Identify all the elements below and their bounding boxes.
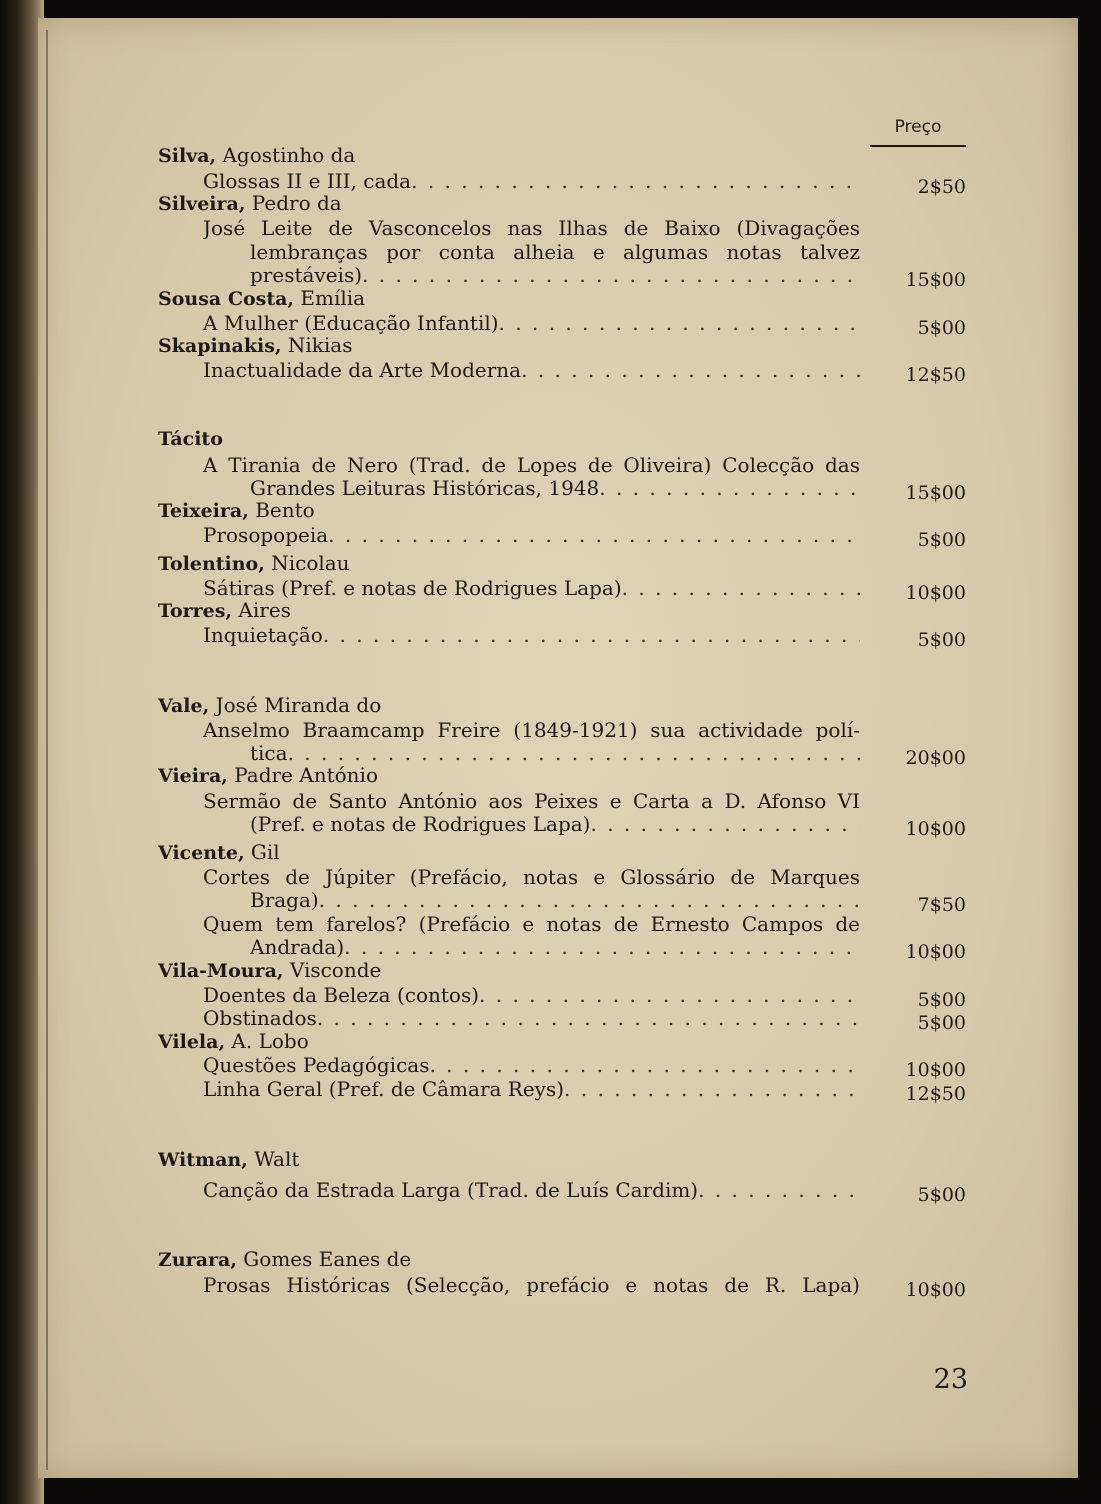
catalog-author <box>158 763 858 787</box>
catalog-author <box>158 1029 858 1053</box>
title-text: Andrada) <box>250 935 345 959</box>
author-surname: Skapinakis, <box>158 335 282 357</box>
price-value: 12$50 <box>905 364 966 386</box>
dot-leader <box>698 1178 860 1202</box>
price-value: 20$00 <box>905 747 966 769</box>
page-number: 23 <box>933 1364 968 1395</box>
author-surname: Teixeira, <box>158 500 249 522</box>
price-value: 10$00 <box>905 582 966 604</box>
catalog-title-continuation <box>250 263 860 287</box>
author-surname: Torres, <box>158 600 233 622</box>
catalog-title <box>203 623 860 647</box>
title-text: Grandes Leituras Históricas, 1948 <box>250 476 600 500</box>
dot-leader <box>288 741 860 765</box>
author-given-name: Bento <box>248 498 315 522</box>
price-value: 10$00 <box>905 818 966 840</box>
author-surname: Vilela, <box>158 1031 226 1053</box>
price-value: 10$00 <box>905 1059 966 1081</box>
author-surname: Sousa Costa, <box>158 288 295 310</box>
catalog-author <box>158 1247 858 1271</box>
dot-leader <box>328 523 860 547</box>
title-text: Inactualidade da Arte Moderna <box>203 358 522 382</box>
dot-leader <box>411 169 860 193</box>
catalog-title-continuation: lembranças por conta alheia e algumas notas talvez <box>250 240 860 264</box>
author-given-name: Pedro da <box>245 191 342 215</box>
catalog-title <box>203 358 860 382</box>
catalog-title <box>203 983 860 1007</box>
price-value: 10$00 <box>905 941 966 963</box>
dot-leader <box>323 623 860 647</box>
catalog-author <box>158 333 858 357</box>
dot-leader <box>599 476 860 500</box>
catalog-author <box>158 286 858 310</box>
author-surname: Tácito <box>158 428 223 450</box>
catalog-title <box>203 1077 860 1101</box>
author-given-name: José Miranda do <box>209 693 382 717</box>
title-text: tica <box>250 741 288 765</box>
price-value: 15$00 <box>905 482 966 504</box>
price-value: 5$00 <box>917 629 966 651</box>
title-text: Inquietação <box>203 623 323 647</box>
catalog-title-continuation <box>250 935 860 959</box>
price-value: 15$00 <box>905 269 966 291</box>
dot-leader <box>499 311 860 335</box>
author-surname: Vicente, <box>158 842 245 864</box>
catalog-author <box>158 693 858 717</box>
price-value: 10$00 <box>905 1279 966 1301</box>
catalog-title-continuation <box>250 741 860 765</box>
dot-leader <box>564 1077 860 1101</box>
catalog-title <box>203 523 860 547</box>
title-text: A Mulher (Educação Infantil) <box>203 311 499 335</box>
title-text: (Pref. e notas de Rodrigues Lapa) <box>250 812 591 836</box>
dot-leader <box>591 812 861 836</box>
catalog-title <box>203 169 860 193</box>
author-given-name: Walt <box>247 1147 300 1171</box>
author-surname: Vila-Moura, <box>158 960 284 982</box>
author-surname: Vale, <box>158 695 210 717</box>
title-text: Braga) <box>250 888 319 912</box>
catalog-author <box>158 498 858 522</box>
catalog-author <box>158 840 858 864</box>
catalog-title <box>203 576 860 600</box>
price-value: 5$00 <box>917 1012 966 1034</box>
title-text: Sátiras (Pref. e notas de Rodrigues Lapa) <box>203 576 622 600</box>
catalog-title: José Leite de Vasconcelos nas Ilhas de Baixo (Divagações <box>203 216 860 240</box>
catalog-title: Cortes de Júpiter (Prefácio, notas e Glossário de Marques <box>203 865 860 889</box>
price-value: 5$00 <box>917 989 966 1011</box>
title-text: Glossas II e III, cada <box>203 169 412 193</box>
catalog-author <box>158 191 858 215</box>
price-value: 5$00 <box>917 1184 966 1206</box>
title-text: Obstinados <box>203 1006 317 1030</box>
catalog-title-continuation <box>250 888 860 912</box>
catalog-title <box>203 1053 860 1077</box>
price-value: 7$50 <box>917 894 966 916</box>
catalog-author <box>158 1147 858 1171</box>
title-text: Canção da Estrada Larga (Trad. de Luís Cardim) <box>203 1178 699 1202</box>
price-column-header: Preço <box>894 117 942 137</box>
author-surname: Zurara, <box>158 1249 237 1271</box>
catalog-title: A Tirania de Nero (Trad. de Lopes de Oliveira) Colecção das <box>203 453 860 477</box>
dot-leader <box>429 1053 860 1077</box>
author-given-name: Gomes Eanes de <box>236 1247 412 1271</box>
author-given-name: Agostinho da <box>216 143 356 167</box>
dot-leader <box>362 263 860 287</box>
author-surname: Witman, <box>158 1149 248 1171</box>
catalog-title-continuation <box>250 812 860 836</box>
catalog-author <box>158 143 858 167</box>
catalog-author <box>158 598 858 622</box>
title-text: prestáveis) <box>250 263 363 287</box>
catalog-author <box>158 426 858 450</box>
author-given-name: Nikias <box>281 333 353 357</box>
catalog-title <box>203 311 860 335</box>
title-text: Linha Geral (Pref. de Câmara Reys) <box>203 1077 565 1101</box>
price-value: 2$50 <box>917 176 966 198</box>
dot-leader <box>521 358 860 382</box>
dot-leader <box>319 888 860 912</box>
catalog-author <box>158 551 858 575</box>
author-given-name: Gil <box>244 840 280 864</box>
catalog-title: Quem tem farelos? (Prefácio e notas de Ernesto Campos de <box>203 912 860 936</box>
title-text: Questões Pedagógicas <box>203 1053 430 1077</box>
author-surname: Silveira, <box>158 193 246 215</box>
dot-leader <box>344 935 860 959</box>
catalog-title: Prosas Históricas (Selecção, prefácio e notas de R. Lapa) <box>203 1273 860 1297</box>
catalog-title: Sermão de Santo António aos Peixes e Carta a D. Afonso VI <box>203 789 860 813</box>
price-value: 5$00 <box>917 529 966 551</box>
author-given-name: Visconde <box>283 958 382 982</box>
author-surname: Vieira, <box>158 765 228 787</box>
author-given-name: Nicolau <box>264 551 350 575</box>
dot-leader <box>479 983 860 1007</box>
author-given-name: Emília <box>294 286 366 310</box>
catalog-title <box>203 1006 860 1030</box>
catalog-title <box>203 1178 860 1202</box>
title-text: Prosopopeia <box>203 523 329 547</box>
author-surname: Tolentino, <box>158 553 265 575</box>
catalog-title-continuation <box>250 476 860 500</box>
author-given-name: Padre António <box>227 763 378 787</box>
author-given-name: Aires <box>232 598 291 622</box>
author-surname: Silva, <box>158 145 217 167</box>
catalog-title: Anselmo Braamcamp Freire (1849-1921) sua actividade polí- <box>203 718 860 742</box>
catalog-author <box>158 958 858 982</box>
dot-leader <box>317 1006 860 1030</box>
title-text: Doentes da Beleza (contos) <box>203 983 480 1007</box>
author-given-name: A. Lobo <box>225 1029 309 1053</box>
dot-leader <box>622 576 860 600</box>
price-header-rule <box>870 145 966 147</box>
price-value: 12$50 <box>905 1083 966 1105</box>
price-value: 5$00 <box>917 317 966 339</box>
